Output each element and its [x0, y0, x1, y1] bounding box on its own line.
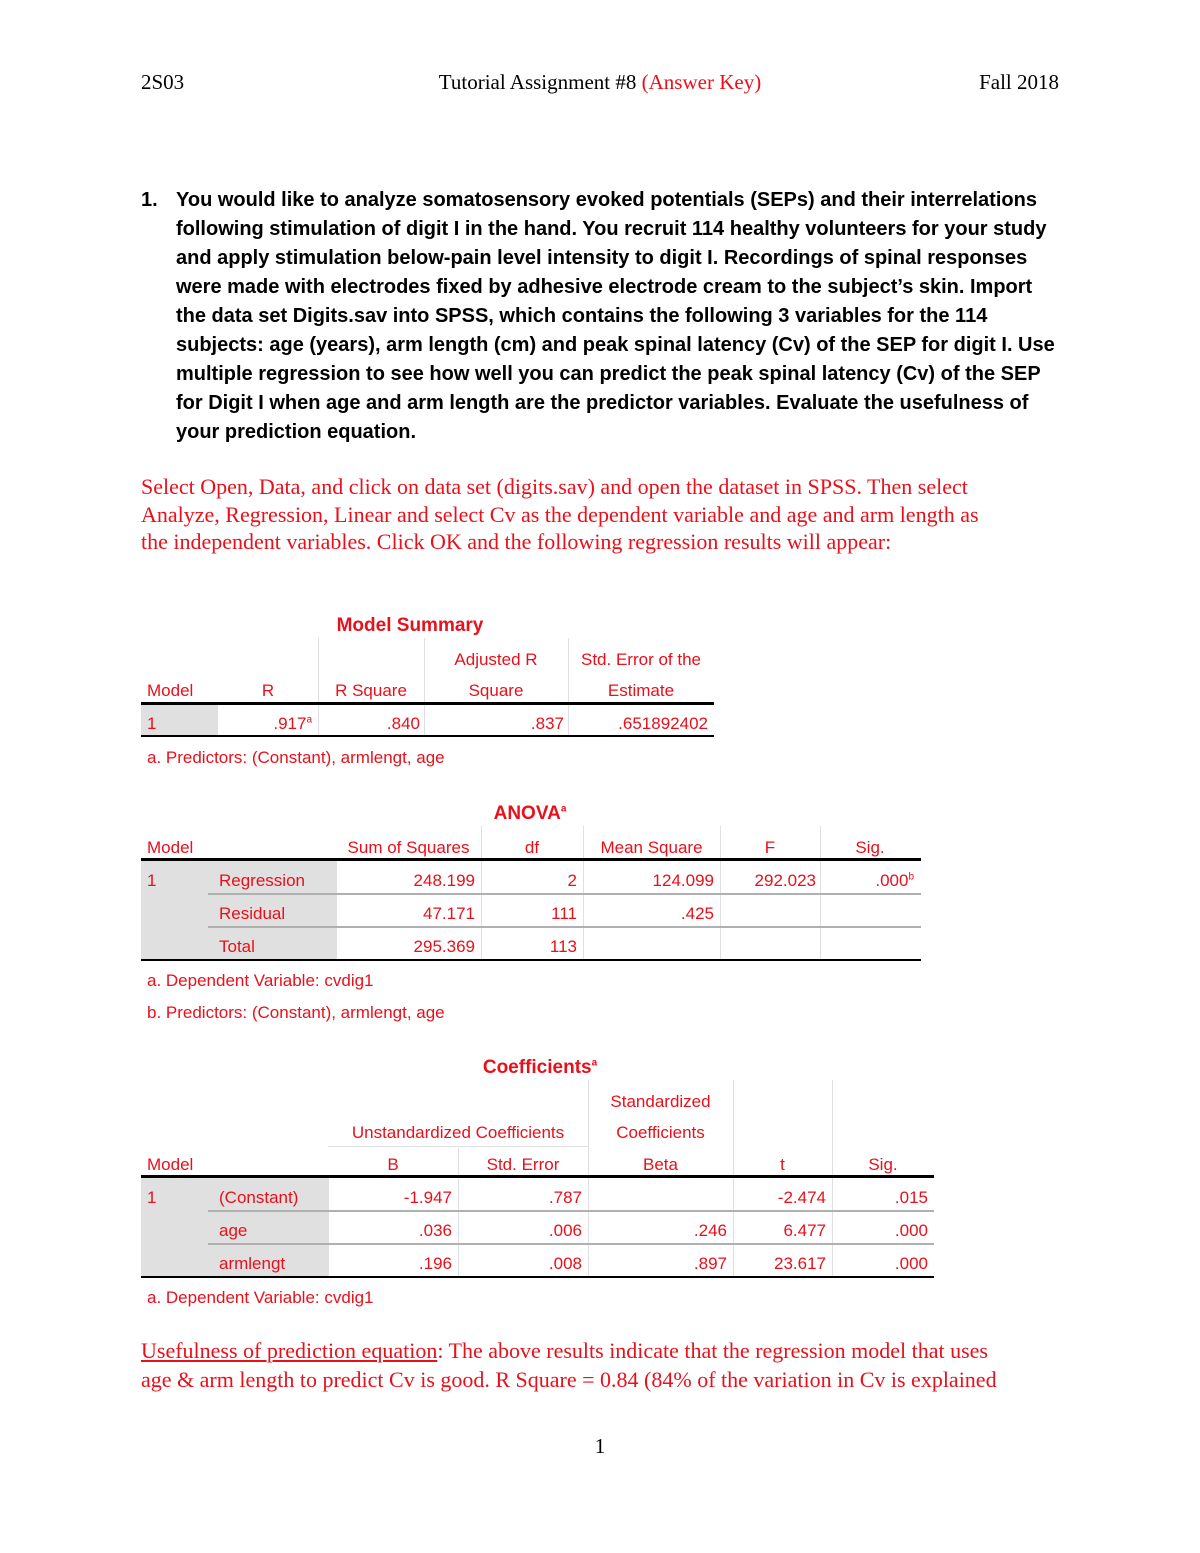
header-standardized-2: Coefficients — [616, 1123, 705, 1142]
group-rule — [328, 1146, 588, 1147]
usefulness-label: Usefulness of prediction equation — [141, 1338, 438, 1363]
value-t: 6.477 — [783, 1221, 826, 1240]
usefulness-text: : The above results indicate that the regression model that uses — [437, 1338, 988, 1363]
question-text: the data set — [176, 305, 293, 327]
header-standardized-1: Standardized — [610, 1092, 711, 1111]
usefulness-paragraph — [141, 1336, 1071, 1394]
header-r: R — [261, 681, 275, 700]
footnote-marker: a — [591, 1057, 598, 1069]
footnote-marker: a — [306, 714, 312, 726]
model-summary-title: Model Summary — [336, 615, 484, 636]
value-df: 111 — [551, 904, 577, 923]
row-divider — [208, 893, 921, 895]
coefficients-note: a. Dependent Variable: cvdig1 — [147, 1288, 374, 1307]
value-b: -1.947 — [403, 1188, 452, 1207]
value-beta: .897 — [693, 1254, 727, 1273]
row-model: 1 — [147, 1188, 157, 1207]
value-beta: .246 — [693, 1221, 727, 1240]
question-number: 1. — [141, 189, 158, 211]
question-line: were made with electrodes fixed by adhesive electrode cream to the subject’s skin. Import — [176, 276, 1033, 298]
document-title — [141, 70, 1059, 95]
question-text: into SPSS, which contains the following 3 variables for the 114 — [387, 305, 988, 327]
header-adjusted-r-1: Adjusted R — [454, 650, 538, 669]
value-r — [218, 714, 312, 734]
value-se: .006 — [548, 1221, 582, 1240]
value-se: .008 — [548, 1254, 582, 1273]
row-label-total: Total — [219, 937, 255, 956]
question-line: multiple regression to see how well you can predict the peak spinal latency (Cv) of the SEP — [176, 363, 1041, 385]
model-summary-note: a. Predictors: (Constant), armlengt, age — [147, 748, 445, 767]
question-line: subjects: age (years), arm length (cm) and peak spinal latency (Cv) of the SEP for digit I. Use — [176, 334, 1055, 356]
header-df: df — [524, 838, 540, 857]
value-df: 113 — [549, 937, 577, 956]
value-t: 23.617 — [774, 1254, 826, 1273]
anova-title — [420, 803, 640, 825]
header-std-error: Std. Error — [486, 1155, 560, 1174]
row-label-armlengt: armlengt — [219, 1254, 286, 1273]
question-line: following stimulation of digit I in the hand. You recruit 114 healthy volunteers for your study — [176, 218, 1047, 240]
page-number: 1 — [594, 1434, 606, 1458]
question-line: and apply stimulation below-pain level intensity to digit I. Recordings of spinal responses — [176, 247, 1028, 269]
term: Fall 2018 — [979, 70, 1059, 94]
footnote-marker: a — [560, 803, 567, 815]
value-r-square: .840 — [386, 714, 420, 733]
header-sum-of-squares: Sum of Squares — [347, 838, 470, 857]
header-f: F — [764, 838, 776, 857]
column-divider — [733, 1080, 734, 1278]
value-adj-r-square: .837 — [530, 714, 564, 733]
dataset-filename: Digits.sav — [292, 305, 388, 327]
bottom-rule — [141, 1276, 934, 1278]
question-line: You would like to analyze somatosensory evoked potentials (SEPs) and their interrelations — [176, 189, 1037, 211]
header-sig: Sig. — [855, 838, 885, 857]
value-sig: .015 — [894, 1188, 928, 1207]
question-line: for Digit I when age and arm length are the predictor variables. Evaluate the usefulness of — [176, 392, 1029, 414]
question-line: your prediction equation. — [176, 421, 417, 443]
anova-note-a: a. Dependent Variable: cvdig1 — [147, 971, 374, 990]
anova-title-text: ANOVA — [493, 803, 561, 824]
header-std-error-1: Std. Error of the — [581, 650, 701, 669]
row-divider — [208, 1243, 934, 1245]
value-sig — [820, 871, 914, 891]
header-model: Model — [147, 681, 194, 700]
coefficients-title — [420, 1057, 660, 1079]
value-b: .036 — [418, 1221, 452, 1240]
page-header — [141, 70, 1059, 100]
usefulness-line: age & arm length to predict Cv is good. R Square = 0.84 (84% of the variation in Cv is explained — [141, 1367, 997, 1392]
value-b: .196 — [418, 1254, 452, 1273]
header-rule — [141, 702, 714, 705]
value-ss: 248.199 — [413, 871, 475, 890]
row-label-regression: Regression — [219, 871, 305, 890]
header-sig: Sig. — [868, 1155, 898, 1174]
bottom-rule — [141, 735, 714, 737]
value-ms: 124.099 — [652, 871, 714, 890]
course-code: 2S03 — [141, 70, 185, 94]
value-f: 292.023 — [754, 871, 816, 890]
value-ss: 295.369 — [413, 937, 475, 956]
value-sig: .000 — [894, 1254, 928, 1273]
row-model: 1 — [147, 714, 157, 733]
header-beta: Beta — [643, 1155, 678, 1174]
header-std-error-2: Estimate — [607, 681, 675, 700]
sig-value: .000 — [875, 871, 909, 890]
r-value: .917 — [273, 714, 307, 733]
row-divider — [208, 926, 921, 928]
header-model: Model — [147, 838, 194, 857]
footnote-marker: b — [908, 871, 914, 883]
value-sig: .000 — [894, 1221, 928, 1240]
header-adjusted-r-2: Square — [468, 681, 524, 700]
question-body — [176, 186, 1061, 447]
value-df: 2 — [567, 871, 577, 890]
header-t: t — [780, 1155, 785, 1174]
value-t: -2.474 — [777, 1188, 826, 1207]
instruction-line: the independent variables. Click OK and the following regression results will appear: — [141, 529, 892, 554]
instruction-line: Analyze, Regression, Linear and select Cv as the dependent variable and age and arm length as — [141, 501, 979, 527]
anova-note-b: b. Predictors: (Constant), armlengt, age — [147, 1003, 445, 1022]
row-label-constant: (Constant) — [219, 1188, 299, 1207]
value-std-error: .651892402 — [618, 714, 708, 733]
header-b: B — [387, 1155, 399, 1174]
header-unstandardized: Unstandardized Coefficients — [351, 1123, 565, 1142]
column-divider — [832, 1080, 833, 1278]
row-model: 1 — [147, 871, 157, 890]
row-divider — [208, 1210, 934, 1212]
coefficients-title-text: Coefficients — [482, 1057, 592, 1078]
row-label-residual: Residual — [219, 904, 286, 923]
row-label-age: age — [219, 1221, 248, 1240]
question-line — [176, 302, 1061, 331]
value-ss: 47.171 — [423, 904, 475, 923]
title-text: Tutorial Assignment #8 — [438, 70, 642, 94]
header-model: Model — [147, 1155, 194, 1174]
instruction-line: Select Open, Data, and click on data set (digits.sav) and open the dataset in SPSS. Then select — [141, 474, 968, 499]
bottom-rule — [141, 959, 921, 961]
value-ms: .425 — [680, 904, 714, 923]
value-se: .787 — [548, 1188, 582, 1207]
usefulness-line — [141, 1336, 1071, 1365]
answer-key-label: (Answer Key) — [641, 70, 762, 94]
answer-instructions — [141, 473, 1061, 556]
header-mean-square: Mean Square — [600, 838, 703, 857]
header-r-square: R Square — [335, 681, 407, 700]
